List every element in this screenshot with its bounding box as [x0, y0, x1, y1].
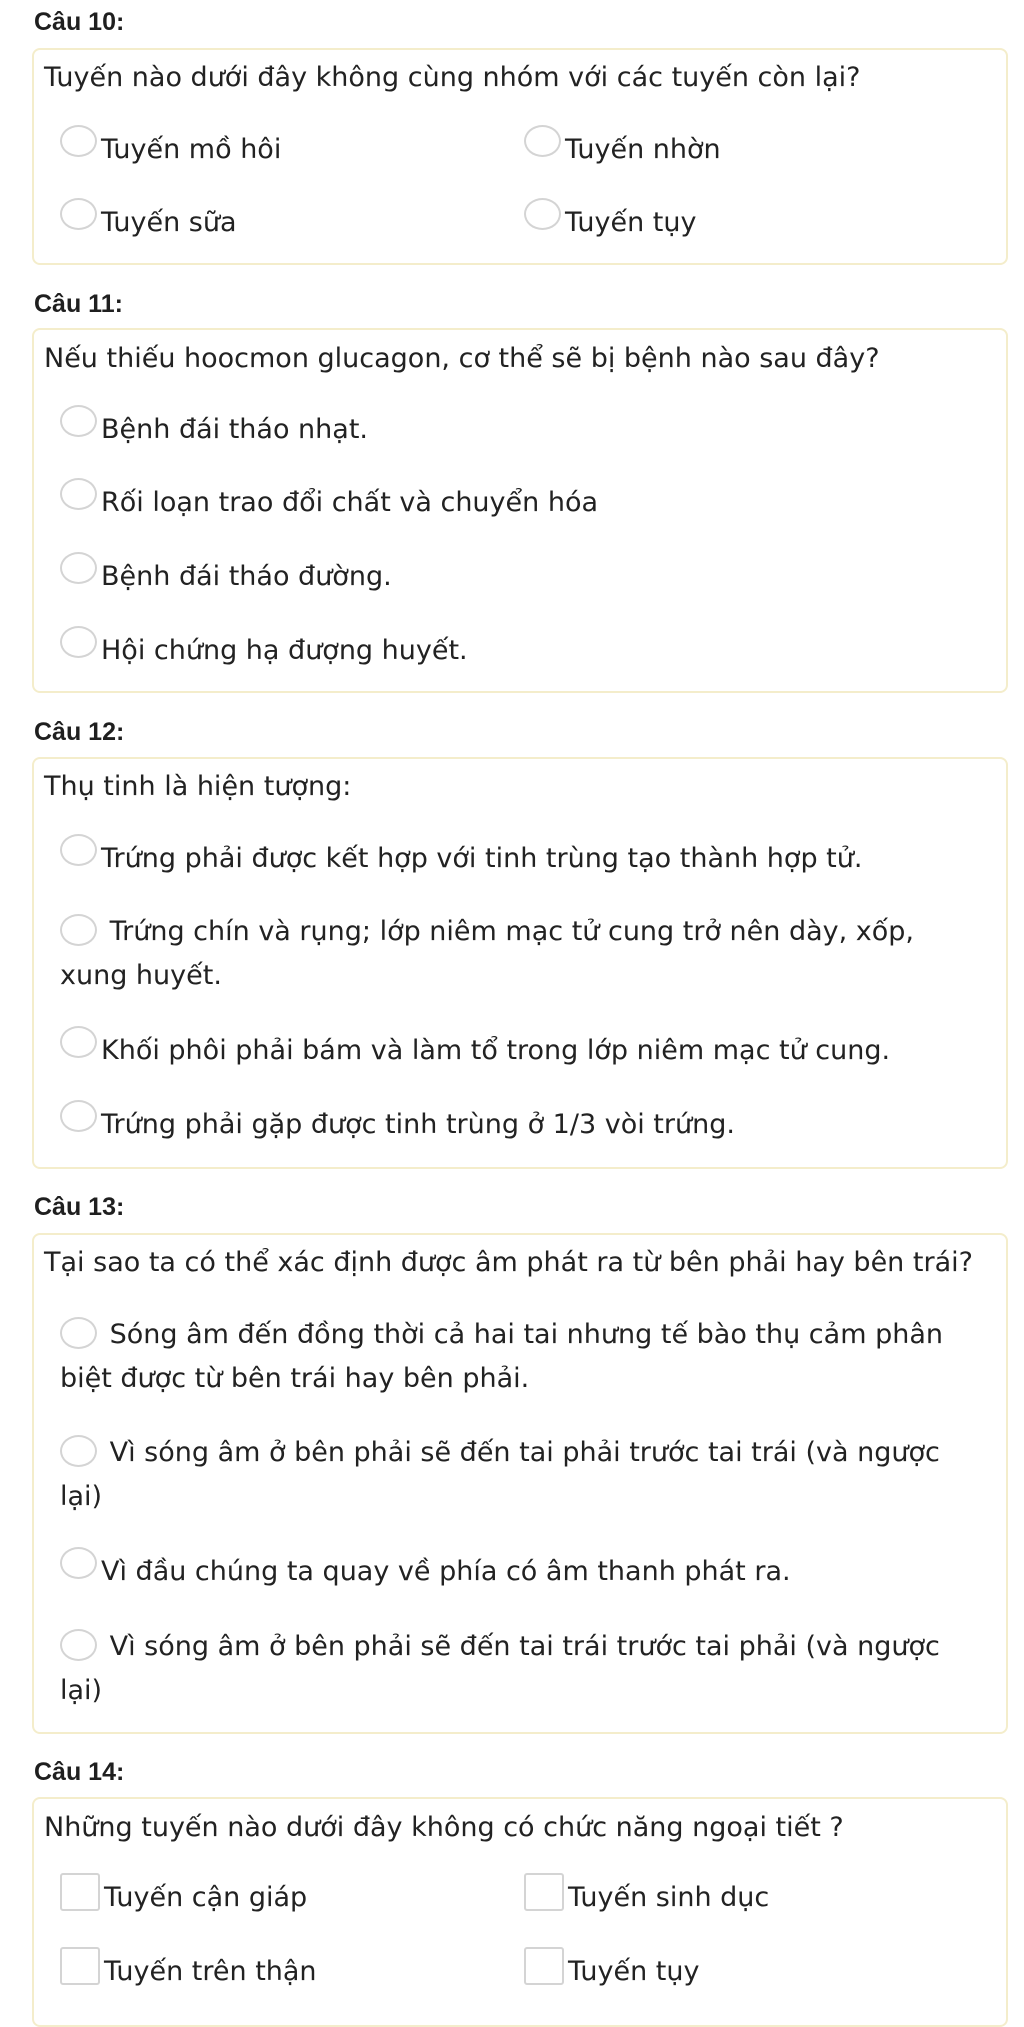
question-14-title: Câu 14:	[34, 1758, 125, 1786]
radio-icon[interactable]	[60, 1547, 97, 1579]
question-14-option-4[interactable]	[524, 1950, 699, 1994]
radio-icon[interactable]	[524, 198, 561, 230]
radio-icon[interactable]	[60, 834, 97, 866]
radio-icon[interactable]	[60, 626, 97, 658]
option-label: Tuyến tụy	[568, 1956, 700, 1987]
question-10-option-3[interactable]	[60, 201, 237, 245]
question-14-option-3[interactable]	[60, 1950, 317, 1994]
option-label: Vì đầu chúng ta quay về phía có âm thanh phát ra.	[101, 1556, 791, 1587]
question-11-text: Nếu thiếu hoocmon glucagon, cơ thể sẽ bị bệnh nào sau đây?	[44, 343, 880, 374]
question-14-option-1[interactable]	[60, 1876, 307, 1920]
option-label: Tuyến sữa	[101, 207, 237, 238]
option-label: Tuyến trên thận	[104, 1956, 317, 1987]
option-label: Hội chứng hạ đượng huyết.	[101, 635, 468, 666]
option-label: Tuyến mồ hôi	[101, 134, 282, 165]
option-label: Trứng phải gặp được tinh trùng ở 1/3 vòi trứng.	[101, 1109, 735, 1140]
question-12-option-1[interactable]	[60, 837, 862, 881]
question-10-title: Câu 10:	[34, 8, 125, 36]
question-10-option-2[interactable]	[524, 128, 721, 172]
question-12-option-4[interactable]	[60, 1103, 735, 1147]
option-label: Tuyến nhờn	[565, 134, 721, 165]
radio-icon[interactable]	[60, 125, 97, 157]
checkbox-icon[interactable]	[60, 1947, 100, 1985]
radio-icon[interactable]	[60, 1026, 97, 1058]
option-label: Tuyến tụy	[565, 207, 697, 238]
question-12-text: Thụ tinh là hiện tượng:	[44, 771, 352, 802]
option-label: Tuyến sinh dục	[568, 1882, 770, 1913]
question-13-title: Câu 13:	[34, 1193, 125, 1221]
option-label: Bệnh đái tháo đường.	[101, 561, 392, 592]
radio-icon[interactable]	[60, 478, 97, 510]
radio-icon[interactable]	[60, 552, 97, 584]
question-14-text: Những tuyến nào dưới đây không có chức năng ngoại tiết ?	[44, 1812, 844, 1843]
option-label: Khối phôi phải bám và làm tổ trong lớp niêm mạc tử cung.	[101, 1035, 891, 1066]
checkbox-icon[interactable]	[524, 1873, 564, 1911]
question-10-option-1[interactable]	[60, 128, 281, 172]
question-12-title: Câu 12:	[34, 718, 125, 746]
radio-icon[interactable]	[60, 914, 97, 946]
option-label: Trứng chín và rụng; lớp niêm mạc tử cung trở nên dày, xốp, xung huyết.	[60, 916, 915, 991]
option-label: Vì sóng âm ở bên phải sẽ đến tai trái trước tai phải (và ngược lại)	[60, 1631, 940, 1706]
question-13-option-2[interactable]	[60, 1431, 960, 1519]
checkbox-icon[interactable]	[60, 1873, 100, 1911]
question-11-option-3[interactable]	[60, 555, 392, 599]
radio-icon[interactable]	[60, 1317, 97, 1349]
radio-icon[interactable]	[524, 125, 561, 157]
option-label: Bệnh đái tháo nhạt.	[101, 414, 368, 445]
question-11-card	[32, 328, 1008, 693]
radio-icon[interactable]	[60, 1100, 97, 1132]
question-12-option-3[interactable]	[60, 1029, 890, 1073]
option-label: Rối loạn trao đổi chất và chuyển hóa	[101, 487, 599, 518]
question-11-title: Câu 11:	[34, 290, 123, 318]
question-12-card	[32, 757, 1008, 1169]
option-label: Vì sóng âm ở bên phải sẽ đến tai phải trước tai trái (và ngược lại)	[60, 1437, 940, 1512]
option-label: Trứng phải được kết hợp với tinh trùng tạo thành hợp tử.	[101, 843, 863, 874]
question-13-card	[32, 1233, 1008, 1734]
checkbox-icon[interactable]	[524, 1947, 564, 1985]
radio-icon[interactable]	[60, 405, 97, 437]
question-13-text: Tại sao ta có thể xác định được âm phát ra từ bên phải hay bên trái?	[44, 1247, 973, 1278]
question-10-option-4[interactable]	[524, 201, 696, 245]
radio-icon[interactable]	[60, 198, 97, 230]
question-14-option-2[interactable]	[524, 1876, 769, 1920]
question-10-card	[32, 48, 1008, 265]
question-12-option-2[interactable]	[60, 910, 960, 998]
radio-icon[interactable]	[60, 1435, 97, 1467]
question-11-option-1[interactable]	[60, 408, 368, 452]
option-label: Sóng âm đến đồng thời cả hai tai nhưng tế bào thụ cảm phân biệt được từ bên trái hay bên phải.	[60, 1319, 943, 1394]
question-13-option-4[interactable]	[60, 1625, 960, 1713]
question-11-option-4[interactable]	[60, 629, 468, 673]
question-11-option-2[interactable]	[60, 481, 598, 525]
option-label: Tuyến cận giáp	[104, 1882, 308, 1913]
question-14-card	[32, 1797, 1008, 2027]
question-10-text: Tuyến nào dưới đây không cùng nhóm với các tuyến còn lại?	[44, 62, 861, 93]
question-13-option-1[interactable]	[60, 1313, 960, 1401]
radio-icon[interactable]	[60, 1629, 97, 1661]
question-13-option-3[interactable]	[60, 1550, 791, 1594]
